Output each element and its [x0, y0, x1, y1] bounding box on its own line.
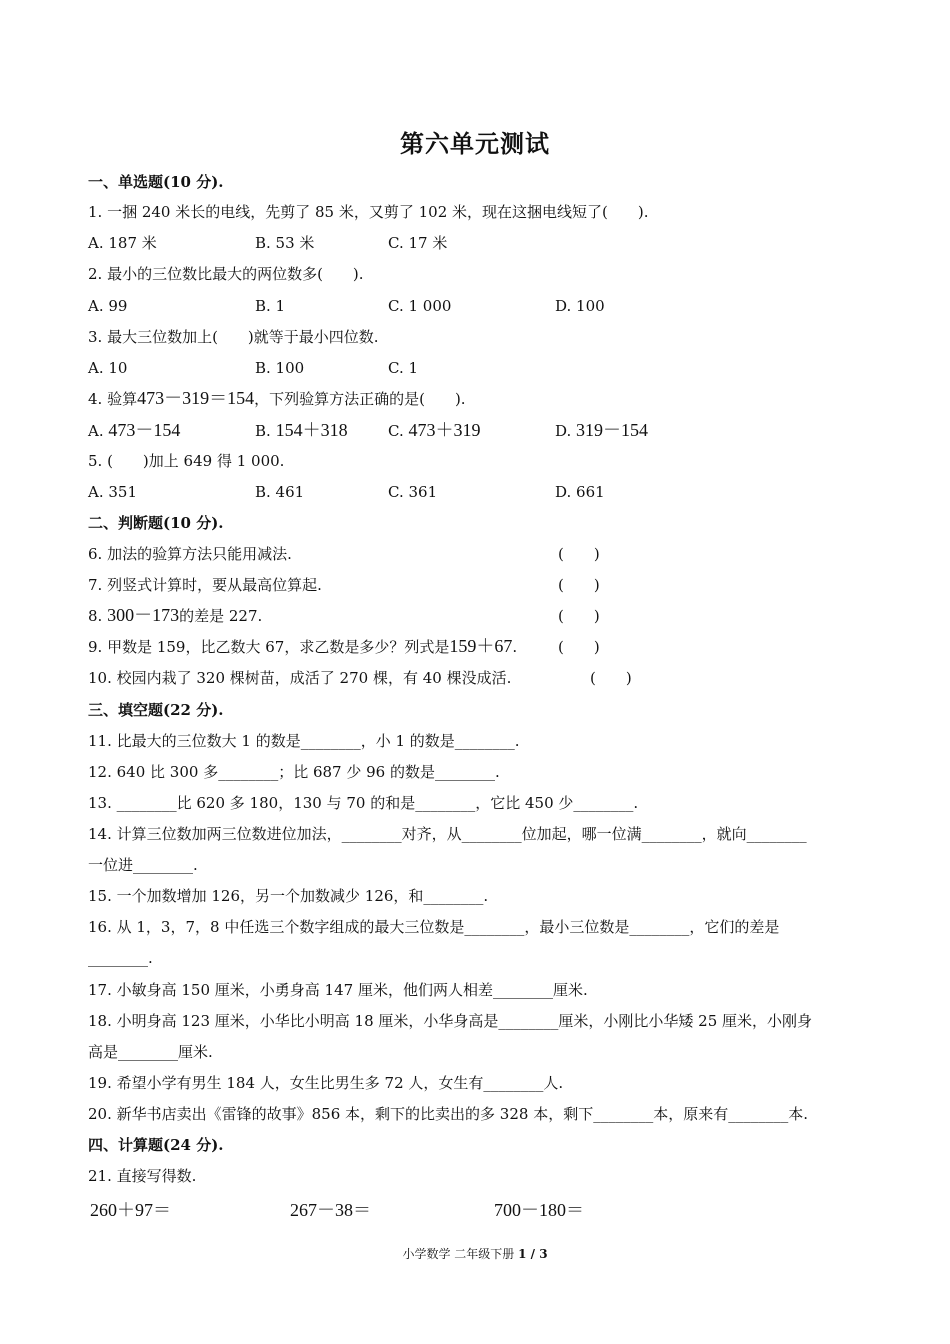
q8-prefix: 8. — [88, 607, 103, 625]
q4-option-a-expr: 473－154 — [108, 420, 181, 440]
question-21: 21. 直接写得数. — [88, 1167, 197, 1185]
question-8 — [88, 605, 262, 626]
q5-option-b: B. 461 — [255, 483, 305, 501]
q4-option-d-expr: 319－154 — [576, 420, 649, 440]
page-number: 1 / 3 — [518, 1247, 548, 1261]
question-14-line-2: 一位进________. — [88, 856, 198, 874]
question-19: 19. 希望小学有男生 184 人，女生比男生多 72 人，女生有________人. — [88, 1074, 564, 1092]
q4-option-c — [388, 420, 481, 441]
q9-expr: 159＋67 — [449, 636, 513, 656]
calc-exercise-1: 260＋97＝ — [90, 1200, 171, 1220]
q4-stem-suffix: ，下列验算方法正确的是( ). — [254, 390, 466, 408]
q9-prefix: 9. 甲数是 159，比乙数大 67，求乙数是多少？列式是 — [88, 638, 450, 656]
question-13: 13. ________比 620 多 180，130 与 70 的和是________，它比 450 少________. — [88, 794, 639, 812]
q6-answer-parens: ( ) — [558, 545, 600, 563]
q8-expr: 300－173 — [107, 605, 180, 625]
question-9 — [88, 636, 517, 657]
question-3: 3. 最大三位数加上( )就等于最小四位数. — [88, 328, 379, 346]
q1-option-c: C. 17 米 — [388, 234, 448, 252]
question-4 — [88, 388, 466, 409]
q4-stem-equation: 473－319＝154 — [137, 388, 255, 408]
q2-option-a: A. 99 — [88, 297, 128, 315]
question-12: 12. 640 比 300 多________；比 687 少 96 的数是________. — [88, 763, 500, 781]
question-18-line-2: 高是________厘米. — [88, 1043, 213, 1061]
q4-option-c-label: C. — [388, 422, 404, 440]
q5-option-a: A. 351 — [88, 483, 137, 501]
q4-option-d — [555, 420, 648, 441]
q4-stem-prefix: 4. 验算 — [88, 390, 138, 408]
question-14-line-1: 14. 计算三位数加两三位数进位加法，________对齐，从________位加起，哪一位满________，就向________ — [88, 825, 807, 843]
section-heading-fill-blank: 三、填空题(22 分). — [88, 701, 224, 719]
q9-answer-parens: ( ) — [558, 638, 600, 656]
question-2: 2. 最小的三位数比最大的两位数多( ). — [88, 265, 364, 283]
q10-answer-parens: ( ) — [590, 669, 632, 687]
section-heading-single-choice: 一、单选题(10 分). — [88, 173, 224, 191]
question-16-line-2: ________. — [88, 949, 153, 967]
question-17: 17. 小敏身高 150 厘米，小勇身高 147 厘米，他们两人相差________厘米. — [88, 981, 588, 999]
q9-suffix: . — [512, 638, 518, 656]
q2-option-b: B. 1 — [255, 297, 286, 315]
question-11: 11. 比最大的三位数大 1 的数是________，小 1 的数是________. — [88, 732, 520, 750]
q7-answer-parens: ( ) — [558, 576, 600, 594]
question-6: 6. 加法的验算方法只能用减法. — [88, 545, 292, 563]
page-footer — [0, 1245, 950, 1262]
q8-suffix: 的差是 227. — [179, 607, 263, 625]
q2-option-c: C. 1 000 — [388, 297, 452, 315]
q8-answer-parens: ( ) — [558, 607, 600, 625]
question-7: 7. 列竖式计算时，要从最高位算起. — [88, 576, 322, 594]
q4-option-b — [255, 420, 348, 441]
q4-option-b-label: B. — [255, 422, 271, 440]
question-5: 5. ( )加上 649 得 1 000. — [88, 452, 285, 470]
section-heading-calculation: 四、计算题(24 分). — [88, 1136, 224, 1154]
q3-option-b: B. 100 — [255, 359, 305, 377]
q4-option-c-expr: 473＋319 — [408, 420, 481, 440]
calc-exercise-2: 267－38＝ — [290, 1200, 371, 1220]
q1-option-b: B. 53 米 — [255, 234, 315, 252]
q4-option-a-label: A. — [88, 422, 104, 440]
q3-option-c: C. 1 — [388, 359, 419, 377]
section-heading-true-false: 二、判断题(10 分). — [88, 514, 224, 532]
question-1: 1. 一捆 240 米长的电线，先剪了 85 米，又剪了 102 米，现在这捆电线短了( ). — [88, 203, 649, 221]
question-20: 20. 新华书店卖出《雷锋的故事》856 本，剩下的比卖出的多 328 本，剩下________本，原来有________本. — [88, 1105, 808, 1123]
q2-option-d: D. 100 — [555, 297, 605, 315]
q1-option-a: A. 187 米 — [88, 234, 157, 252]
q3-option-a: A. 10 — [88, 359, 128, 377]
question-16-line-1: 16. 从 1，3，7，8 中任选三个数字组成的最大三位数是________，最小三位数是________，它们的差是 — [88, 918, 780, 936]
q4-option-d-label: D. — [555, 422, 572, 440]
page-title: 第六单元测试 — [400, 129, 550, 158]
q5-option-c: C. 361 — [388, 483, 438, 501]
question-10: 10. 校园内栽了 320 棵树苗，成活了 270 棵，有 40 棵没成活. — [88, 669, 512, 687]
q4-option-a — [88, 420, 180, 441]
q5-option-d: D. 661 — [555, 483, 605, 501]
q4-option-b-expr: 154＋318 — [275, 420, 348, 440]
question-18-line-1: 18. 小明身高 123 厘米，小华比小明高 18 厘米，小华身高是________厘米，小刚比小华矮 25 厘米，小刚身 — [88, 1012, 813, 1030]
footer-text: 小学数学 二年级下册 — [402, 1247, 515, 1261]
calc-exercise-3: 700－180＝ — [494, 1200, 584, 1220]
question-15: 15. 一个加数增加 126，另一个加数减少 126，和________. — [88, 887, 489, 905]
